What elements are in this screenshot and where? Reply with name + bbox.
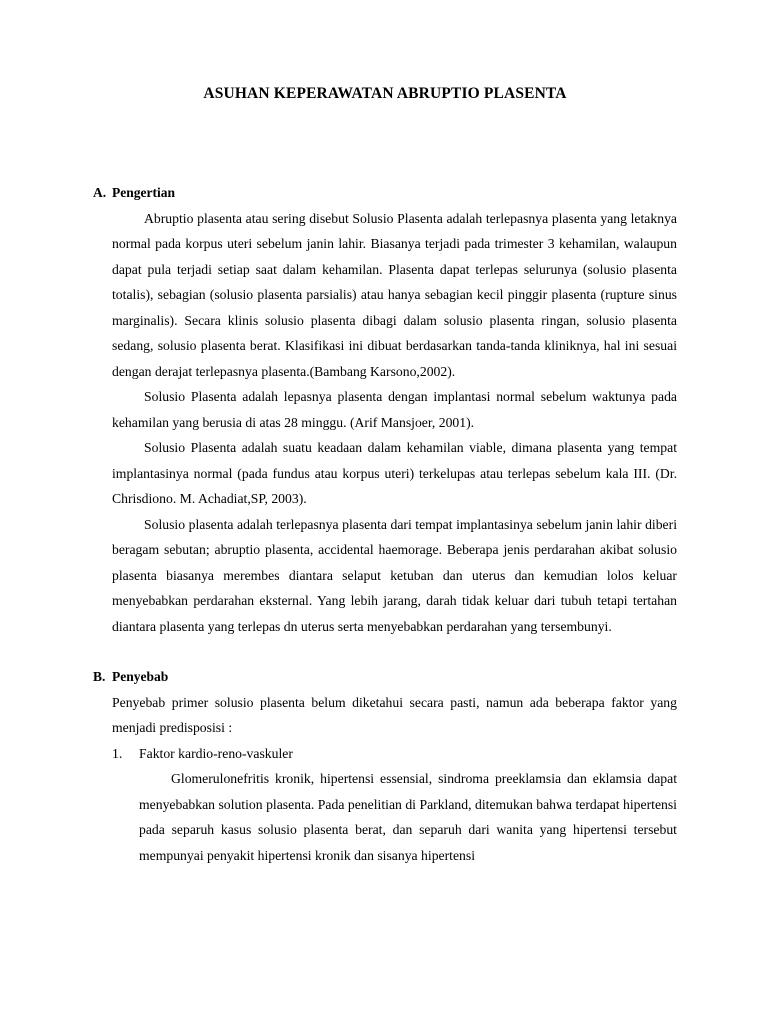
- section-spacer: [93, 639, 677, 664]
- section-pengertian: [93, 180, 677, 639]
- paragraph: Solusio Plasenta adalah lepasnya plasenta dengan implantasi normal sebelum waktunya pada kehamilan yang berusia di atas 28 minggu. (Arif Mansjoer, 2001).: [112, 389, 677, 430]
- section-b-body: [112, 690, 677, 869]
- section-a-letter: A.: [93, 185, 107, 200]
- section-b-heading: [93, 664, 677, 690]
- section-a-title: Pengertian: [112, 185, 175, 200]
- section-b-title: Penyebab: [112, 669, 169, 684]
- paragraph: Penyebab primer solusio plasenta belum diketahui secara pasti, namun ada beberapa faktor yang menjadi predisposisi :: [112, 694, 677, 735]
- list-item-label: Faktor kardio-reno-vaskuler: [139, 745, 293, 761]
- document-content: [93, 84, 677, 868]
- paragraph: Glomerulonefritis kronik, hipertensi essensial, sindroma preeklamsia dan eklamsia dapat menyebabkan solution plasenta. Pada penelitian di Parkland, ditemukan bahwa terdapat hipertensi pada separuh kasus solusio plasenta berat, dan separuh dari wanita yang hipertensi tersebut mempunyai penyakit hipertensi kronik dan sisanya hipertensi: [139, 771, 677, 863]
- title-spacer: [93, 104, 677, 180]
- paragraph: Solusio Plasenta adalah suatu keadaan dalam kehamilan viable, dimana plasenta yang tempat implantasinya normal (pada fundus atau korpus uteri) terkelupas atau terlepas sebelum kala III. (Dr. Chrisdiono. M. Achadiat,SP, 2003).: [112, 440, 677, 506]
- page-title: ASUHAN KEPERAWATAN ABRUPTIO PLASENTA: [203, 85, 567, 102]
- section-a-heading: [93, 180, 677, 206]
- section-b-letter: B.: [93, 669, 106, 684]
- paragraph: Abruptio plasenta atau sering disebut Solusio Plasenta adalah terlepasnya plasenta yang letaknya normal pada korpus uteri sebelum janin lahir. Biasanya terjadi pada trimester 3 kehamilan, walaupun dapat pula terjadi setiap saat dalam kehamilan. Plasenta dapat terlepas selurunya (solusio plasenta totalis), sebagian (solusio plasenta parsialis) atau hanya sebagian kecil pinggir plasenta (rupture sinus marginalis). Secara klinis solusio plasenta dibagi dalam solusio plasenta ringan, solusio plasenta sedang, solusio plasenta berat. Klasifikasi ini dibuat berdasarkan tanda-tanda kliniknya, hal ini sesuai dengan derajat terlepasnya plasenta.(Bambang Karsono,2002).: [112, 210, 677, 379]
- section-a-body: [112, 206, 677, 640]
- list-item-number: 1.: [112, 745, 123, 761]
- section-penyebab: [93, 664, 677, 868]
- paragraph: Solusio plasenta adalah terlepasnya plasenta dari tempat implantasinya sebelum janin lahir diberi beragam sebutan; abruptio plasenta, accidental haemorage. Beberapa jenis perdarahan akibat solusio plasenta biasanya merembes diantara selaput ketuban dan uterus dan kemudian lolos keluar menyebabkan perdarahan eksternal. Yang lebih jarang, darah tidak keluar dari tubuh tetapi tertahan diantara plasenta yang terlepas dn uterus serta menyebabkan perdarahan yang tersembunyi.: [112, 516, 677, 634]
- list-item-body-wrapper: [139, 766, 677, 868]
- predisposition-factor-list: [112, 741, 677, 767]
- list-item: [112, 741, 677, 767]
